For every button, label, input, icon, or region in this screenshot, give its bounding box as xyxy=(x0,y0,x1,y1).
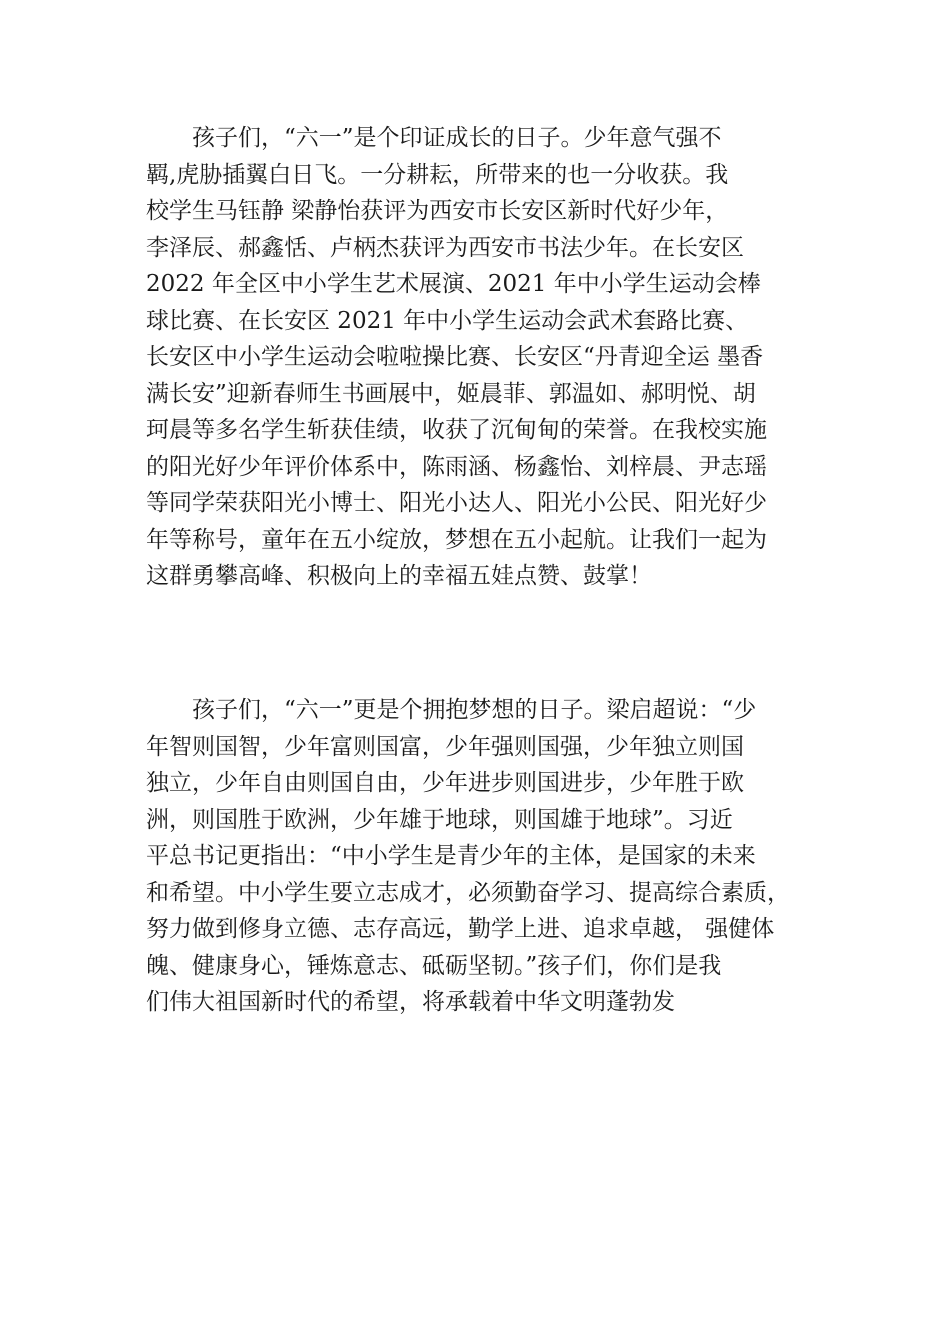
paragraph-line: 努力做到修身立德、志存高远，勤学上进、追求卓越， 强健体 xyxy=(146,916,775,942)
paragraph-line: 魄、健康身心，锤炼意志、砥砺坚韧。”孩子们，你们是我 xyxy=(146,952,722,979)
paragraph-line: 和希望。中小学生要立志成才，必须勤奋学习、提高综合素质， xyxy=(146,879,790,906)
paragraph-line: 的阳光好少年评价体系中，陈雨涵、杨鑫怡、刘梓晨、尹志瑶 xyxy=(146,453,767,480)
paragraph-line: 2022 年全区中小学生艺术展演、2021 年中小学生运动会棒 xyxy=(146,271,761,297)
paragraph-line: 等同学荣获阳光小博士、阳光小达人、阳光小公民、阳光好少 xyxy=(146,490,767,516)
paragraph-line: 年等称号，童年在五小绽放，梦想在五小起航。让我们一起为 xyxy=(146,526,767,553)
paragraph-line: 这群勇攀高峰、积极向上的幸福五娃点赞、鼓掌！ xyxy=(146,563,652,589)
paragraph-line: 满长安”迎新春师生书画展中，姬晨菲、郭温如、郝明悦、胡 xyxy=(146,380,756,407)
paragraph-line: 孩子们，“六一”更是个拥抱梦想的日子。梁启超说：“少 xyxy=(192,697,757,723)
paragraph-line: 们伟大祖国新时代的希望，将承载着中华文明蓬勃发 xyxy=(146,989,675,1015)
paragraph-line: 长安区中小学生运动会啦啦操比赛、长安区“丹青迎全运 墨香 xyxy=(146,344,764,370)
paragraph-line: 羁,虎胁插翼白日飞。一分耕耘，所带来的也一分收获。我 xyxy=(146,161,729,188)
paragraph-line: 孩子们，“六一”是个印证成长的日子。少年意气强不 xyxy=(192,125,722,151)
paragraph-line: 校学生马钰静 梁静怡获评为西安市长安区新时代好少年， xyxy=(146,198,729,224)
paragraph-line: 独立，少年自由则国自由，少年进步则国进步，少年胜于欧 xyxy=(146,770,744,796)
paragraph-line: 李泽辰、郝鑫恬、卢柄杰获评为西安市书法少年。在长安区 xyxy=(146,234,744,261)
paragraph-line: 珂晨等多名学生斩获佳绩，收获了沉甸甸的荣誉。在我校实施 xyxy=(146,417,767,443)
paragraph-1 xyxy=(146,120,846,595)
paragraph-2 xyxy=(146,692,846,1021)
paragraph-line: 球比赛、在长安区 2021 年中小学生运动会武术套路比赛、 xyxy=(146,307,749,334)
paragraph-line: 洲，则国胜于欧洲，少年雄于地球，则国雄于地球”。习近 xyxy=(146,806,733,833)
paragraph-line: 平总书记更指出：“中小学生是青少年的主体，是国家的未来 xyxy=(146,843,756,869)
paragraph-line: 年智则国智，少年富则国富，少年强则国强，少年独立则国 xyxy=(146,733,744,760)
